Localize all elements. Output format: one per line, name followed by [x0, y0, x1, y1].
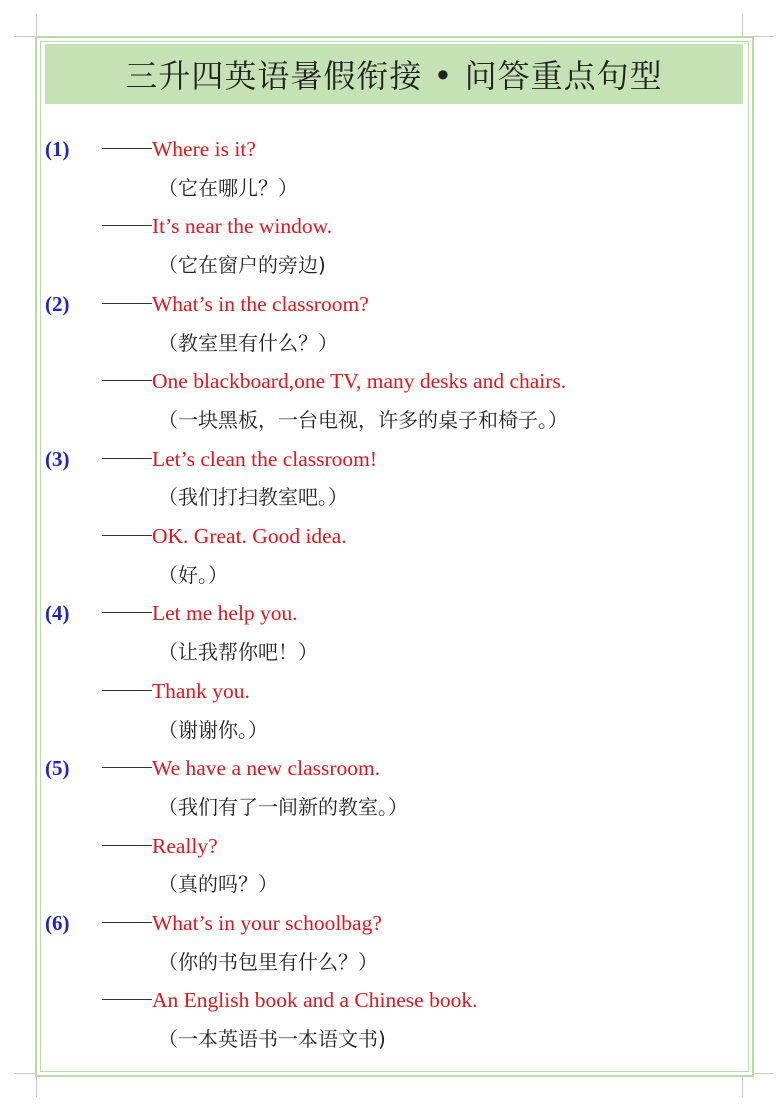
answer-english: OK. Great. Good idea. — [152, 524, 347, 548]
dialogue-line — [0, 366, 783, 396]
dialogue-line — [0, 211, 783, 241]
question-english: Let me help you. — [152, 601, 298, 626]
dialogue-line — [0, 831, 783, 861]
question-chinese: （你的书包里有什么？） — [158, 949, 378, 974]
dialogue-line — [0, 521, 783, 551]
crop-mark-bottom-left-h — [14, 1073, 36, 1074]
dialogue-line — [0, 560, 783, 590]
crop-mark-top-right-v — [742, 14, 743, 36]
dialogue-line — [0, 250, 783, 280]
dialogue-line — [0, 792, 783, 822]
dialogue-line — [0, 676, 783, 706]
page-title: 三升四英语暑假衔接 • 问答重点句型 — [125, 57, 663, 95]
em-dash-icon — [102, 444, 152, 474]
em-dash-icon — [102, 753, 152, 783]
answer-chinese: （它在窗户的旁边) — [158, 253, 326, 278]
question-chinese: （教室里有什么？） — [158, 330, 338, 355]
title-banner — [45, 44, 743, 104]
dialogue-line — [0, 328, 783, 358]
question-number: (6) — [45, 911, 70, 935]
dialogue-line — [0, 173, 783, 203]
question-number: (4) — [45, 601, 70, 626]
dialogue-line — [0, 753, 783, 783]
answer-chinese: （一块黑板，一台电视，许多的桌子和椅子。） — [158, 407, 568, 432]
question-english: Let’s clean the classroom! — [152, 446, 378, 471]
answer-chinese: （谢谢你。） — [158, 717, 268, 742]
crop-mark-top-left-h — [14, 36, 36, 37]
answer-english: Thank you. — [152, 678, 250, 703]
dialogue-line — [0, 598, 783, 628]
answer-english: One blackboard,one TV, many desks and chairs. — [152, 369, 567, 394]
crop-mark-bottom-right-v — [742, 1075, 743, 1097]
question-english: Where is it? — [152, 137, 256, 161]
crop-mark-bottom-left-v — [36, 1075, 37, 1097]
em-dash-icon — [102, 289, 152, 319]
answer-chinese: （一本英语书一本语文书) — [158, 1027, 386, 1052]
crop-mark-bottom-right-h — [752, 1073, 774, 1074]
em-dash-icon — [102, 211, 152, 241]
em-dash-icon — [102, 676, 152, 706]
crop-mark-top-left-v — [36, 14, 37, 36]
crop-mark-top-right-h — [752, 36, 774, 37]
em-dash-icon — [102, 985, 152, 1015]
dialogue-line — [0, 1024, 783, 1054]
dialogue-line — [0, 947, 783, 977]
question-number: (3) — [45, 446, 70, 471]
dialogue-line — [0, 715, 783, 745]
answer-chinese: （真的吗？） — [158, 872, 278, 897]
question-english: What’s in the classroom? — [152, 291, 369, 316]
dialogue-line — [0, 289, 783, 319]
dialogue-line — [0, 869, 783, 899]
answer-english: Really? — [152, 833, 218, 858]
question-number: (1) — [45, 137, 70, 161]
question-chinese: （我们有了一间新的教室。） — [158, 794, 408, 819]
answer-chinese: （好。） — [158, 562, 228, 587]
question-number: (5) — [45, 756, 70, 781]
dialogue-line — [0, 405, 783, 435]
dialogue-line — [0, 444, 783, 474]
dialogue-line — [0, 908, 783, 938]
question-chinese: （它在哪儿？） — [158, 175, 298, 200]
dialogue-line — [0, 134, 783, 164]
em-dash-icon — [102, 598, 152, 628]
question-english: We have a new classroom. — [152, 756, 381, 781]
em-dash-icon — [102, 521, 152, 551]
answer-english: It’s near the window. — [152, 214, 333, 239]
answer-english: An English book and a Chinese book. — [152, 988, 478, 1013]
em-dash-icon — [102, 366, 152, 396]
question-english: What’s in your schoolbag? — [152, 911, 382, 935]
question-chinese: （让我帮你吧！） — [158, 640, 318, 665]
em-dash-icon — [102, 134, 152, 164]
dialogue-line — [0, 637, 783, 667]
dialogue-line — [0, 985, 783, 1015]
em-dash-icon — [102, 908, 152, 938]
question-number: (2) — [45, 291, 70, 316]
dialogue-line — [0, 482, 783, 512]
question-chinese: （我们打扫教室吧。） — [158, 485, 348, 510]
em-dash-icon — [102, 831, 152, 861]
